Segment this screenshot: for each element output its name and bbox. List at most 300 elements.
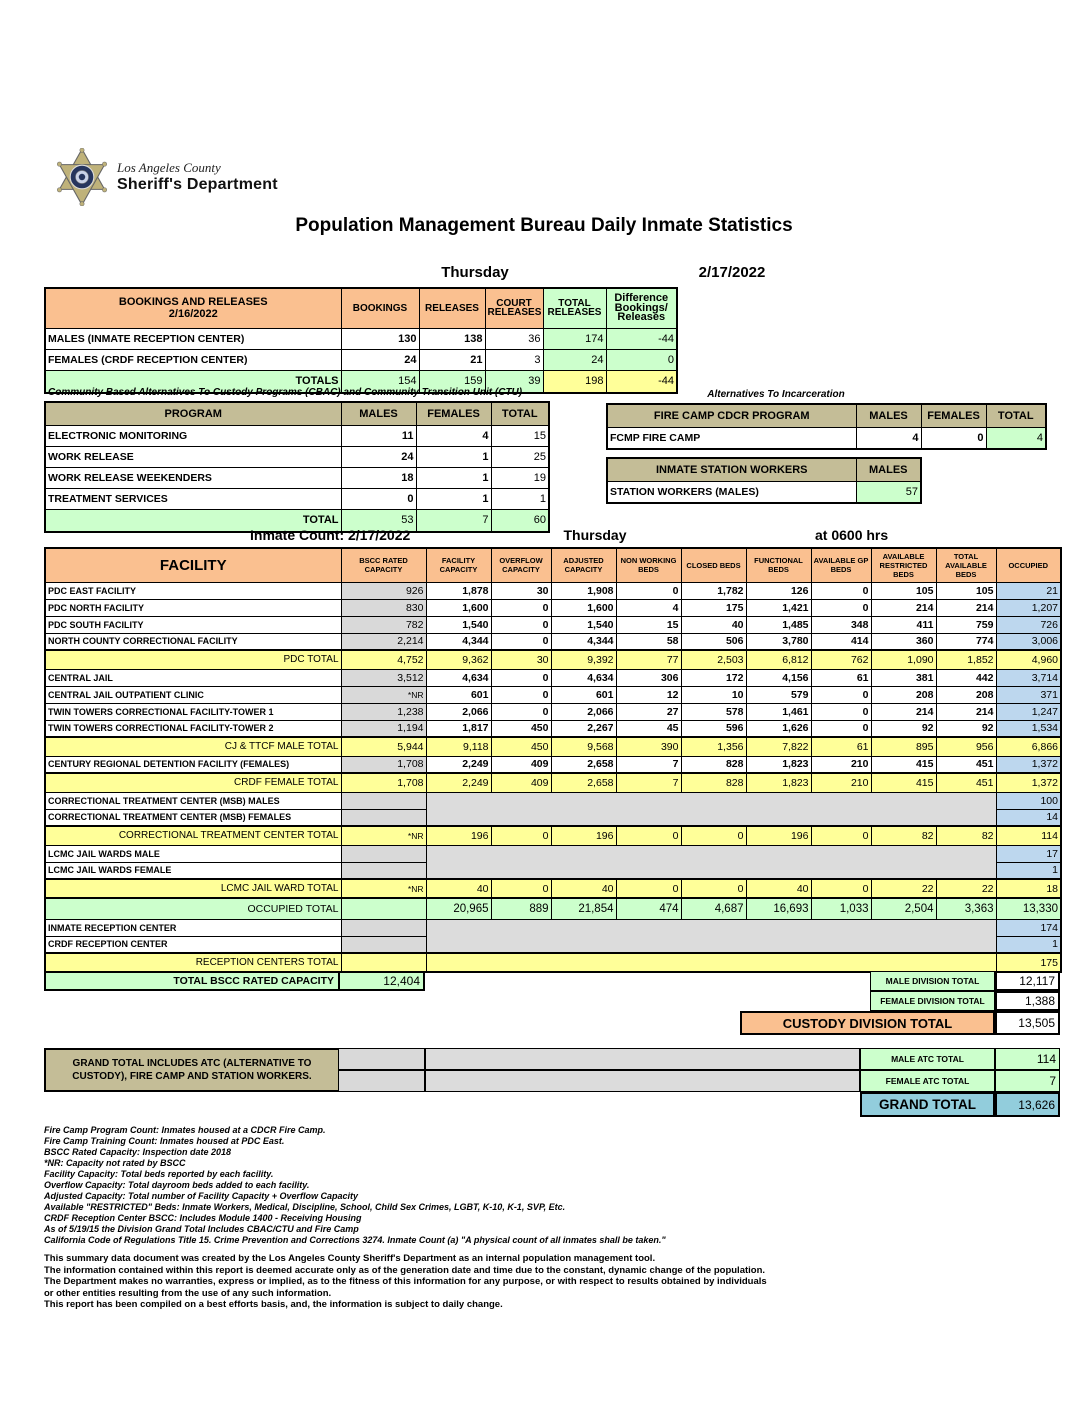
total-row-value: 1,356	[681, 737, 746, 756]
bookings-col-header: BOOKINGS	[341, 288, 419, 328]
cbac-col-header: TOTAL	[491, 402, 549, 425]
facility-value: 0	[811, 720, 871, 737]
facility-value: 726	[996, 616, 1061, 633]
facility-col-header: NON WORKING BEDS	[616, 548, 681, 582]
inmate-count-day: Thursday	[563, 527, 627, 543]
facility-row-label: INMATE RECEPTION CENTER	[45, 919, 341, 936]
footnote-line: CRDF Reception Center BSCC: Includes Module 1400 - Receiving Housing	[44, 1213, 362, 1223]
facility-value: 601	[426, 686, 491, 703]
facility-total-row	[45, 953, 1061, 972]
cbac-value: 1	[416, 488, 491, 509]
facility-value: 1,817	[426, 720, 491, 737]
bookings-row	[45, 328, 677, 349]
sheriff-logo	[55, 148, 278, 206]
facility-row	[45, 756, 1061, 773]
facility-row	[45, 720, 1061, 737]
facility-bscc-value	[341, 919, 426, 936]
facility-row	[45, 686, 1061, 703]
fire-camp-value: 4	[856, 427, 921, 449]
facility-value: 348	[811, 616, 871, 633]
grand-gray-cell	[338, 1048, 425, 1070]
total-row-value: 474	[616, 898, 681, 919]
facility-row-label: CENTRAL JAIL	[45, 669, 341, 686]
total-row-value: 1,823	[746, 773, 811, 792]
cbac-total-label: TOTAL	[45, 509, 341, 532]
total-row-value: 7,822	[746, 737, 811, 756]
facility-value: 2,249	[426, 756, 491, 773]
facility-bscc-value	[341, 862, 426, 879]
bookings-totals-value: 159	[419, 370, 485, 393]
facility-value: 1,421	[746, 599, 811, 616]
bookings-value: 24	[341, 349, 419, 370]
male-division-total-label: MALE DIVISION TOTAL	[870, 971, 995, 991]
grand-gray-band	[425, 1070, 860, 1092]
total-row-value: 77	[616, 650, 681, 669]
total-row-value: 1,090	[871, 650, 936, 669]
cbac-table	[44, 401, 550, 533]
cbac-row-label: WORK RELEASE WEEKENDERS	[45, 467, 341, 488]
facility-value: 1,238	[341, 703, 426, 720]
cbac-value: 0	[341, 488, 416, 509]
bookings-totals-value: 198	[543, 370, 606, 393]
bookings-value: 138	[419, 328, 485, 349]
fire-camp-row-label: FCMP FIRE CAMP	[607, 427, 856, 449]
facility-occupied-value: 1	[996, 862, 1061, 879]
facility-value: 210	[811, 756, 871, 773]
bookings-value: 0	[606, 349, 677, 370]
cbac-col-header: PROGRAM	[45, 402, 341, 425]
total-row-value: 889	[491, 898, 551, 919]
bookings-value: 24	[543, 349, 606, 370]
logo-dept-text: Sheriff's Department	[117, 176, 278, 193]
facility-value: 381	[871, 669, 936, 686]
facility-value: 10	[681, 686, 746, 703]
bookings-title-cell	[45, 288, 341, 328]
merged-na-cells	[426, 792, 996, 826]
facility-col-header: BSCC RATED CAPACITY	[341, 548, 426, 582]
facility-value: 0	[811, 582, 871, 599]
facility-value: 830	[341, 599, 426, 616]
facility-value: 3,512	[341, 669, 426, 686]
station-workers-col-header: MALES	[856, 458, 921, 481]
facility-value: 3,780	[746, 633, 811, 650]
total-row-label: CRDF FEMALE TOTAL	[45, 773, 341, 792]
facility-value: 4,344	[551, 633, 616, 650]
total-row-value: 196	[426, 826, 491, 845]
facility-value: 0	[491, 669, 551, 686]
facility-bscc-value	[341, 809, 426, 826]
facility-occupied-value: 14	[996, 809, 1061, 826]
facility-value: 1,461	[746, 703, 811, 720]
facility-value: 2,214	[341, 633, 426, 650]
total-row-value: 0	[491, 826, 551, 845]
footnote-line: Overflow Capacity: Total dayroom beds added to each facility.	[44, 1180, 310, 1190]
facility-col-header: FUNCTIONAL BEDS	[746, 548, 811, 582]
facility-value: 506	[681, 633, 746, 650]
facility-value: 828	[681, 756, 746, 773]
facility-row-label: CORRECTIONAL TREATMENT CENTER (MSB) MALES	[45, 792, 341, 809]
footnote-line: Available "RESTRICTED" Beds: Inmate Workers, Medical, Discipline, School, Child Sex Crimes, LGBT, K-10, K-1, SVP, Etc.	[44, 1202, 566, 1212]
total-row-label: OCCUPIED TOTAL	[45, 898, 341, 919]
total-row-value: 0	[681, 826, 746, 845]
bookings-value: 130	[341, 328, 419, 349]
total-row-label: RECEPTION CENTERS TOTAL	[45, 953, 341, 972]
inmate-count-time: at 0600 hrs	[815, 527, 889, 543]
facility-value: 0	[811, 703, 871, 720]
facility-value: 1,908	[551, 582, 616, 599]
total-row-value: *NR	[341, 879, 426, 898]
facility-value: 415	[871, 756, 936, 773]
facility-value: 45	[616, 720, 681, 737]
total-row-value: 2,658	[551, 773, 616, 792]
facility-value: 12	[616, 686, 681, 703]
facility-header-row	[45, 548, 1061, 582]
total-row-value: 9,392	[551, 650, 616, 669]
facility-value: 92	[871, 720, 936, 737]
cbac-value: 19	[491, 467, 549, 488]
total-row-value: 956	[936, 737, 996, 756]
station-workers-row	[607, 481, 921, 503]
cbac-value: 25	[491, 446, 549, 467]
total-row-value: 18	[996, 879, 1061, 898]
total-bscc-value: 12,404	[338, 971, 425, 991]
facility-col-header: OVERFLOW CAPACITY	[491, 548, 551, 582]
grand-total-note-line1: GRAND TOTAL INCLUDES ATC (ALTERNATIVE TO	[72, 1058, 312, 1069]
cbac-row-label: TREATMENT SERVICES	[45, 488, 341, 509]
disclaimer-line: The Department makes no warranties, express or implied, as to the fitness of this information for any purpose, or with respect to results obtained by individuals	[44, 1276, 767, 1287]
facility-value: 21	[996, 582, 1061, 599]
facility-value: 1,534	[996, 720, 1061, 737]
facility-value: 4,344	[426, 633, 491, 650]
footnote-line: Fire Camp Program Count: Inmates housed at a CDCR Fire Camp.	[44, 1125, 326, 1135]
total-row-value: 451	[936, 773, 996, 792]
cbac-row	[45, 446, 549, 467]
disclaimer-line: This summary data document was created by the Los Angeles County Sheriff's Department as an internal population management tool.	[44, 1253, 656, 1264]
total-row-value: 30	[491, 650, 551, 669]
cbac-row	[45, 488, 549, 509]
cbac-row	[45, 425, 549, 446]
facility-value: 105	[871, 582, 936, 599]
bookings-value: 21	[419, 349, 485, 370]
fire-camp-header-row	[607, 404, 1046, 427]
facility-bscc-value	[341, 792, 426, 809]
facility-value: 40	[681, 616, 746, 633]
facility-col-header: TOTAL AVAILABLE BEDS	[936, 548, 996, 582]
facility-count-table	[44, 547, 1062, 973]
fire-camp-col-header: MALES	[856, 404, 921, 427]
cbac-value: 15	[491, 425, 549, 446]
total-row-value: 40	[746, 879, 811, 898]
facility-value: 1,626	[746, 720, 811, 737]
station-workers-table	[606, 457, 922, 504]
facility-value: 1,540	[426, 616, 491, 633]
male-atc-total-label: MALE ATC TOTAL	[860, 1048, 995, 1070]
cbac-row	[45, 467, 549, 488]
facility-occupied-value: 100	[996, 792, 1061, 809]
grand-gray-band	[425, 1048, 860, 1070]
grand-total-note	[44, 1048, 340, 1092]
facility-value: *NR	[341, 686, 426, 703]
facility-value: 371	[996, 686, 1061, 703]
facility-value: 214	[871, 599, 936, 616]
facility-value: 0	[491, 633, 551, 650]
bookings-totals-value: 39	[485, 370, 543, 393]
facility-row	[45, 919, 1061, 936]
facility-value: 1,708	[341, 756, 426, 773]
fire-camp-value: 0	[921, 427, 986, 449]
facility-row-label: PDC SOUTH FACILITY	[45, 616, 341, 633]
total-row-value: 1,708	[341, 773, 426, 792]
station-workers-header: INMATE STATION WORKERS	[607, 458, 856, 481]
facility-row	[45, 669, 1061, 686]
bookings-totals-label: TOTALS	[45, 370, 341, 393]
fire-camp-row	[607, 427, 1046, 449]
total-row-label: CORRECTIONAL TREATMENT CENTER TOTAL	[45, 826, 341, 845]
facility-row-label: TWIN TOWERS CORRECTIONAL FACILITY-TOWER 1	[45, 703, 341, 720]
merged-total-cells	[426, 953, 996, 972]
facility-value: 759	[936, 616, 996, 633]
bookings-header-row	[45, 288, 677, 328]
total-row-value: 2,504	[871, 898, 936, 919]
total-row-value: 13,330	[996, 898, 1061, 919]
facility-value: 414	[811, 633, 871, 650]
custody-division-total-label: CUSTODY DIVISION TOTAL	[740, 1011, 995, 1035]
facility-value: 2,267	[551, 720, 616, 737]
cbac-total-value: 60	[491, 509, 549, 532]
facility-value: 214	[936, 599, 996, 616]
grand-gray-cell	[338, 1070, 425, 1092]
cbac-value: 4	[416, 425, 491, 446]
facility-value: 360	[871, 633, 936, 650]
grand-total-label: GRAND TOTAL	[860, 1092, 995, 1117]
logo-text	[117, 160, 278, 194]
merged-na-cells	[426, 845, 996, 879]
page-title: Population Management Bureau Daily Inmate Statistics	[295, 215, 793, 236]
total-row-value: 0	[681, 879, 746, 898]
total-row-value: 7	[616, 773, 681, 792]
total-row-value: 61	[811, 737, 871, 756]
total-row-label: CJ & TTCF MALE TOTAL	[45, 737, 341, 756]
total-row-value: 40	[426, 879, 491, 898]
total-row-value: 390	[616, 737, 681, 756]
bookings-value: 36	[485, 328, 543, 349]
facility-value: 1,823	[746, 756, 811, 773]
total-row-value: 450	[491, 737, 551, 756]
facility-value: 208	[936, 686, 996, 703]
facility-col-header: FACILITY	[45, 548, 341, 582]
total-row-value: 196	[551, 826, 616, 845]
total-row-value: 828	[681, 773, 746, 792]
facility-value: 0	[491, 616, 551, 633]
cbac-title: Community Based Alternatives To Custody Programs (CBAC) and Community Transition Unit (CTU)	[48, 387, 523, 398]
cbac-value: 1	[491, 488, 549, 509]
cbac-row-label: ELECTRONIC MONITORING	[45, 425, 341, 446]
facility-row	[45, 582, 1061, 599]
total-row-value: 22	[871, 879, 936, 898]
facility-row-label: PDC NORTH FACILITY	[45, 599, 341, 616]
facility-value: 30	[491, 582, 551, 599]
total-row-value: 1,372	[996, 773, 1061, 792]
disclaimer-line: This report has been compiled on a best efforts basis, and, the information is subject to daily change.	[44, 1299, 503, 1310]
fire-camp-value: 4	[986, 427, 1046, 449]
fire-camp-col-header: TOTAL	[986, 404, 1046, 427]
total-row-value: 895	[871, 737, 936, 756]
total-row-value: 3,363	[936, 898, 996, 919]
facility-value: 1,485	[746, 616, 811, 633]
facility-total-row	[45, 773, 1061, 792]
disclaimer-line: The information contained within this report is deemed accurate only as of the generation date and time due to the constant, dynamic change of the population.	[44, 1264, 766, 1276]
facility-value: 411	[871, 616, 936, 633]
report-date: 2/17/2022	[698, 264, 766, 281]
total-row-value: 196	[746, 826, 811, 845]
bookings-row-label: FEMALES (CRDF RECEPTION CENTER)	[45, 349, 341, 370]
facility-value: 1,600	[551, 599, 616, 616]
facility-occupied-value: 17	[996, 845, 1061, 862]
facility-value: 2,658	[551, 756, 616, 773]
facility-value: 1,194	[341, 720, 426, 737]
bookings-value: 3	[485, 349, 543, 370]
fire-camp-header: FIRE CAMP CDCR PROGRAM	[607, 404, 856, 427]
facility-value: 0	[491, 599, 551, 616]
facility-value: 172	[681, 669, 746, 686]
inmate-count-label: Inmate Count: 2/17/2022	[250, 527, 411, 543]
female-atc-total-label: FEMALE ATC TOTAL	[860, 1070, 995, 1092]
facility-row	[45, 792, 1061, 809]
facility-value: 0	[811, 686, 871, 703]
bookings-value: 174	[543, 328, 606, 349]
facility-row-label: TWIN TOWERS CORRECTIONAL FACILITY-TOWER 2	[45, 720, 341, 737]
custody-division-total-value: 13,505	[995, 1011, 1060, 1035]
station-workers-header-row	[607, 458, 921, 481]
footnote-line: Fire Camp Training Count: Inmates housed at PDC East.	[44, 1136, 285, 1146]
facility-value: 92	[936, 720, 996, 737]
ati-title: Alternatives To Incarceration	[707, 389, 845, 400]
facility-value: 451	[936, 756, 996, 773]
fire-camp-col-header: FEMALES	[921, 404, 986, 427]
facility-value: 214	[936, 703, 996, 720]
facility-occupied-value: 174	[996, 919, 1061, 936]
footnote-line: Adjusted Capacity: Total number of Facility Capacity + Overflow Capacity	[44, 1191, 358, 1201]
bookings-diff-col-header: Difference Bookings/ Releases	[606, 288, 677, 328]
facility-row-label: CORRECTIONAL TREATMENT CENTER (MSB) FEMALES	[45, 809, 341, 826]
cbac-row-label: WORK RELEASE	[45, 446, 341, 467]
bookings-col-header: TOTAL RELEASES	[543, 288, 606, 328]
facility-value: 596	[681, 720, 746, 737]
total-row-value: 4,960	[996, 650, 1061, 669]
station-workers-value: 57	[856, 481, 921, 503]
facility-value: 4,156	[746, 669, 811, 686]
facility-value: 175	[681, 599, 746, 616]
facility-value: 58	[616, 633, 681, 650]
total-row-value: 1,033	[811, 898, 871, 919]
facility-value: 4,634	[551, 669, 616, 686]
sheriff-badge-icon	[55, 148, 109, 206]
facility-col-header: ADJUSTED CAPACITY	[551, 548, 616, 582]
total-row-value: 22	[936, 879, 996, 898]
male-division-total-value: 12,117	[995, 971, 1060, 991]
grand-total-value: 13,626	[995, 1092, 1060, 1117]
facility-row	[45, 599, 1061, 616]
facility-row-label: LCMC JAIL WARDS MALE	[45, 845, 341, 862]
cbac-col-header: FEMALES	[416, 402, 491, 425]
total-row-value: 2,503	[681, 650, 746, 669]
cbac-value: 24	[341, 446, 416, 467]
fire-camp-table	[606, 403, 1047, 450]
bookings-releases-table	[44, 287, 678, 394]
total-row-value: 4,752	[341, 650, 426, 669]
total-bscc-value	[341, 953, 426, 972]
facility-bscc-value	[341, 936, 426, 953]
facility-row	[45, 633, 1061, 650]
bookings-title-line1: BOOKINGS AND RELEASES	[118, 296, 268, 309]
facility-total-row	[45, 650, 1061, 669]
total-occupied-value: 175	[996, 953, 1061, 972]
total-row-value	[341, 898, 426, 919]
facility-value: 579	[746, 686, 811, 703]
total-row-value: 6,812	[746, 650, 811, 669]
facility-value: 0	[491, 686, 551, 703]
footnote-line: Facility Capacity: Total beds reported by each facility.	[44, 1169, 274, 1179]
bookings-value: -44	[606, 328, 677, 349]
total-row-value: 9,362	[426, 650, 491, 669]
cbac-total-value: 53	[341, 509, 416, 532]
facility-row-label: CENTURY REGIONAL DETENTION FACILITY (FEMALES)	[45, 756, 341, 773]
facility-col-header: CLOSED BEDS	[681, 548, 746, 582]
facility-value: 1,372	[996, 756, 1061, 773]
total-row-value: 5,944	[341, 737, 426, 756]
total-row-value: 9,568	[551, 737, 616, 756]
facility-value: 782	[341, 616, 426, 633]
total-row-value: 0	[811, 879, 871, 898]
cbac-value: 1	[416, 446, 491, 467]
facility-value: 1,540	[551, 616, 616, 633]
facility-col-header: OCCUPIED	[996, 548, 1061, 582]
facility-value: 578	[681, 703, 746, 720]
facility-row	[45, 616, 1061, 633]
facility-col-header: AVAILABLE RESTRICTED BEDS	[871, 548, 936, 582]
facility-value: 4,634	[426, 669, 491, 686]
cbac-header-row	[45, 402, 549, 425]
total-row-value: *NR	[341, 826, 426, 845]
facility-value: 450	[491, 720, 551, 737]
station-workers-row-label: STATION WORKERS (MALES)	[607, 481, 856, 503]
facility-value: 2,066	[551, 703, 616, 720]
total-row-value: 210	[811, 773, 871, 792]
facility-value: 2,066	[426, 703, 491, 720]
total-row-value: 6,866	[996, 737, 1061, 756]
facility-value: 1,600	[426, 599, 491, 616]
total-row-value: 82	[936, 826, 996, 845]
facility-row-label: NORTH COUNTY CORRECTIONAL FACILITY	[45, 633, 341, 650]
facility-value: 3,714	[996, 669, 1061, 686]
facility-value: 442	[936, 669, 996, 686]
grand-total-note-line2: CUSTODY), FIRE CAMP AND STATION WORKERS.	[72, 1071, 312, 1082]
facility-value: 1,782	[681, 582, 746, 599]
total-row-value: 21,854	[551, 898, 616, 919]
total-row-value: 409	[491, 773, 551, 792]
cbac-value: 1	[416, 467, 491, 488]
female-division-total-value: 1,388	[995, 991, 1060, 1011]
facility-value: 1,207	[996, 599, 1061, 616]
cbac-value: 11	[341, 425, 416, 446]
bookings-totals-value: 154	[341, 370, 419, 393]
facility-total-row	[45, 879, 1061, 898]
facility-row	[45, 845, 1061, 862]
facility-col-header: FACILITY CAPACITY	[426, 548, 491, 582]
bookings-title-line2: 2/16/2022	[168, 308, 218, 321]
total-row-label: PDC TOTAL	[45, 650, 341, 669]
cbac-total-value: 7	[416, 509, 491, 532]
